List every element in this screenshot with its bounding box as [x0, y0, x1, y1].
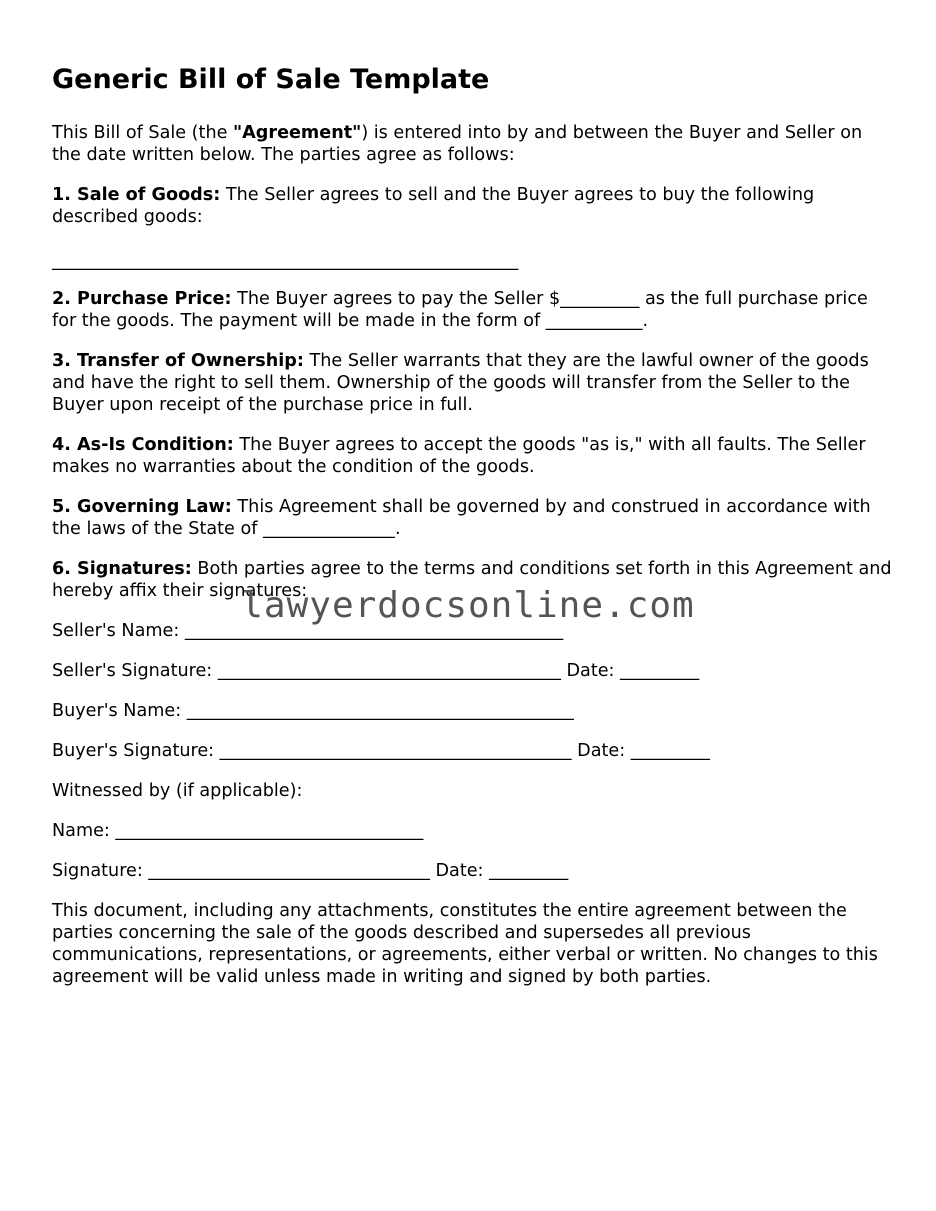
section-sale-of-goods [52, 184, 892, 228]
witness-signature-line: Signature: ________________________________ Date: _________ [52, 861, 569, 881]
section-text: This Agreement shall be governed by and construed in accordance with the laws of the State of _______________. [52, 497, 871, 539]
document-title: Generic Bill of Sale Template [52, 64, 490, 95]
seller-name-line: Seller's Name: ___________________________________________ [52, 621, 564, 641]
intro-paragraph [52, 122, 892, 166]
closing-paragraph: This document, including any attachments, constitutes the entire agreement between the parties concerning the sale of the goods described and supersedes all previous communications, representations, or agreements, either verbal or written. No changes to this agreement will be valid unless made in writing and signed by both parties. [52, 901, 878, 987]
section-heading: 6. Signatures: [52, 559, 192, 579]
buyer-name-line: Buyer's Name: ____________________________________________ [52, 701, 574, 721]
witness-name-line: Name: ___________________________________ [52, 821, 424, 841]
section-transfer-of-ownership [52, 350, 892, 416]
watermark: lawyerdocsonline.com [241, 585, 695, 626]
witness-heading: Witnessed by (if applicable): [52, 781, 303, 801]
section-heading: 1. Sale of Goods: [52, 185, 221, 205]
section-signatures [52, 558, 892, 602]
section-heading: 5. Governing Law: [52, 497, 232, 517]
section-governing-law [52, 496, 892, 540]
goods-description-blank: _____________________________________________________ [52, 251, 519, 271]
seller-signature-line: Seller's Signature: _______________________________________ Date: _________ [52, 661, 700, 681]
intro-term: "Agreement" [233, 123, 362, 143]
section-purchase-price [52, 288, 892, 332]
intro-suffix: ) is entered into by and between the Buyer and Seller on the date written below. The parties agree as follows: [52, 123, 863, 165]
section-heading: 3. Transfer of Ownership: [52, 351, 304, 371]
document-page [52, 62, 892, 1006]
section-text: The Buyer agrees to pay the Seller $_________ as the full purchase price for the goods. The payment will be made in the form of ___________. [52, 289, 868, 331]
section-text: The Seller warrants that they are the lawful owner of the goods and have the right to sell them. Ownership of the goods will transfer from the Seller to the Buyer upon receipt of the purchase price in full. [52, 351, 869, 415]
buyer-signature-line: Buyer's Signature: ________________________________________ Date: _________ [52, 741, 710, 761]
section-as-is-condition [52, 434, 892, 478]
section-text: The Seller agrees to sell and the Buyer agrees to buy the following described goods: [52, 185, 815, 227]
section-text: The Buyer agrees to accept the goods "as is," with all faults. The Seller makes no warranties about the condition of the goods. [52, 435, 866, 477]
section-heading: 2. Purchase Price: [52, 289, 232, 309]
section-text: Both parties agree to the terms and conditions set forth in this Agreement and hereby affix their signatures: [52, 559, 892, 601]
intro-prefix: This Bill of Sale (the [52, 123, 234, 143]
section-heading: 4. As-Is Condition: [52, 435, 234, 455]
